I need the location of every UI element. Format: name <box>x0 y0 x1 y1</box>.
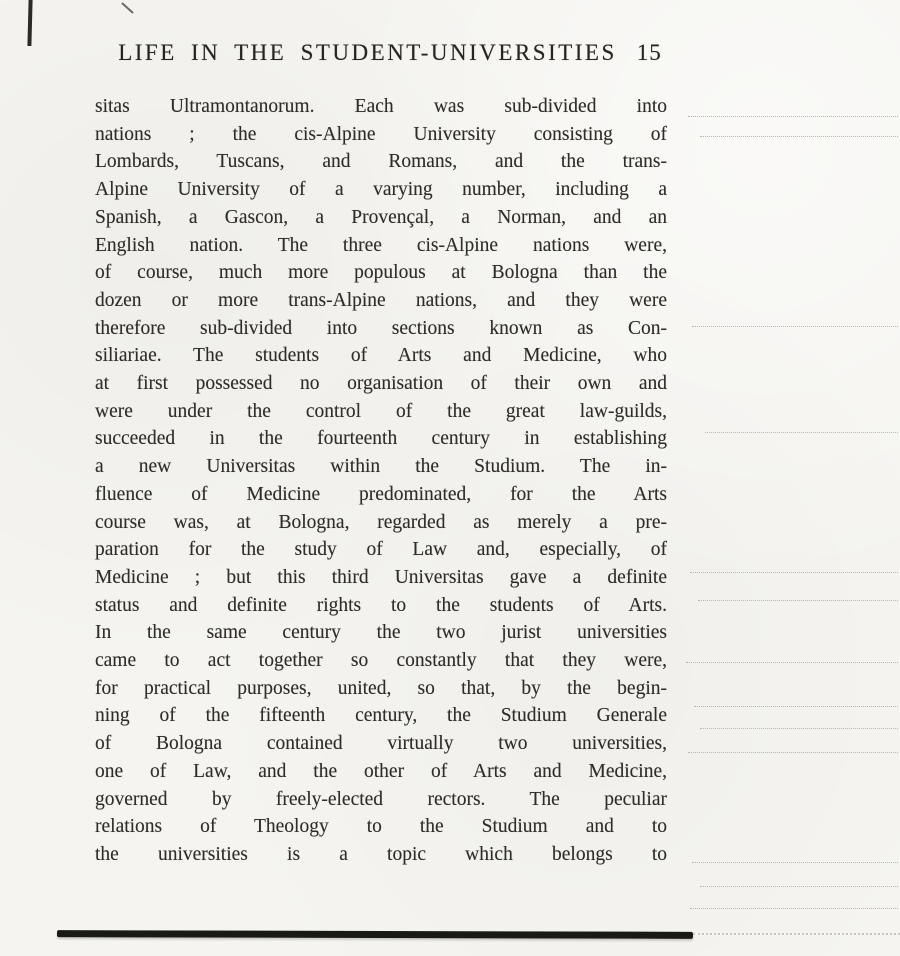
scan-artifact-dotted <box>692 326 898 327</box>
text-line: of Bologna contained virtually two universities, <box>95 733 667 755</box>
text-line: sitas Ultramontanorum. Each was sub-divided into <box>95 96 667 117</box>
text-line: nations ; the cis-Alpine University consisting of <box>95 123 667 145</box>
text-line: relations of Theology to the Studium and to <box>95 816 667 838</box>
scan-artifact-dotted <box>700 886 898 887</box>
scan-artifact-dotted <box>700 136 898 137</box>
scan-artifact-dotted <box>698 600 898 601</box>
text-line: a new Universitas within the Studium. The in- <box>95 456 667 478</box>
scan-bottom-edge-tail <box>693 933 900 935</box>
text-line: therefore sub-divided into sections known as Con- <box>95 317 667 339</box>
scan-artifact-dotted <box>700 728 898 729</box>
text-line: for practical purposes, united, so that, by the begin- <box>95 677 667 699</box>
text-line: were under the control of the great law-guilds, <box>95 400 667 422</box>
text-line: Medicine ; but this third Universitas gave a definite <box>95 566 667 588</box>
text-line: paration for the study of Law and, especially, of <box>95 539 667 561</box>
text-line: of course, much more populous at Bologna than the <box>95 262 667 284</box>
scan-artifact-dotted <box>705 432 898 433</box>
text-line: governed by freely-elected rectors. The peculiar <box>95 788 667 810</box>
scan-artifact-dotted <box>690 572 898 573</box>
running-title: LIFE IN THE STUDENT-UNIVERSITIES <box>118 40 617 65</box>
text-line: Spanish, a Gascon, a Provençal, a Norman, and an <box>95 206 667 228</box>
text-line: the universities is a topic which belongs to <box>95 843 667 865</box>
page-number: 15 <box>636 40 662 65</box>
text-line: fluence of Medicine predominated, for the Arts <box>95 483 667 505</box>
text-line: at first possessed no organisation of their own and <box>95 373 667 395</box>
scan-artifact-dotted <box>692 862 898 863</box>
text-line: ning of the fifteenth century, the Studium Generale <box>95 705 667 727</box>
page-header <box>0 40 780 66</box>
scan-bottom-edge-bar <box>57 930 693 939</box>
scan-scratch <box>121 2 133 14</box>
body-text <box>95 93 667 869</box>
text-line: succeeded in the fourteenth century in establishing <box>95 428 667 450</box>
scan-artifact-dotted <box>688 116 898 117</box>
text-line: Lombards, Tuscans, and Romans, and the trans- <box>95 151 667 173</box>
text-line: English nation. The three cis-Alpine nations were, <box>95 234 667 256</box>
text-line: In the same century the two jurist universities <box>95 622 667 644</box>
scan-artifact-dotted <box>688 752 898 753</box>
text-line: course was, at Bologna, regarded as merely a pre- <box>95 511 667 533</box>
scan-artifact-dotted <box>694 706 898 707</box>
scan-artifact-dotted <box>690 908 898 909</box>
scan-artifact-dotted <box>686 662 898 663</box>
text-line: status and definite rights to the students of Arts. <box>95 594 667 616</box>
text-line: siliariae. The students of Arts and Medicine, who <box>95 345 667 367</box>
text-line: Alpine University of a varying number, including a <box>95 179 667 201</box>
text-line: one of Law, and the other of Arts and Medicine, <box>95 760 667 782</box>
text-line: came to act together so constantly that they were, <box>95 650 667 672</box>
text-line: dozen or more trans-Alpine nations, and they were <box>95 289 667 311</box>
